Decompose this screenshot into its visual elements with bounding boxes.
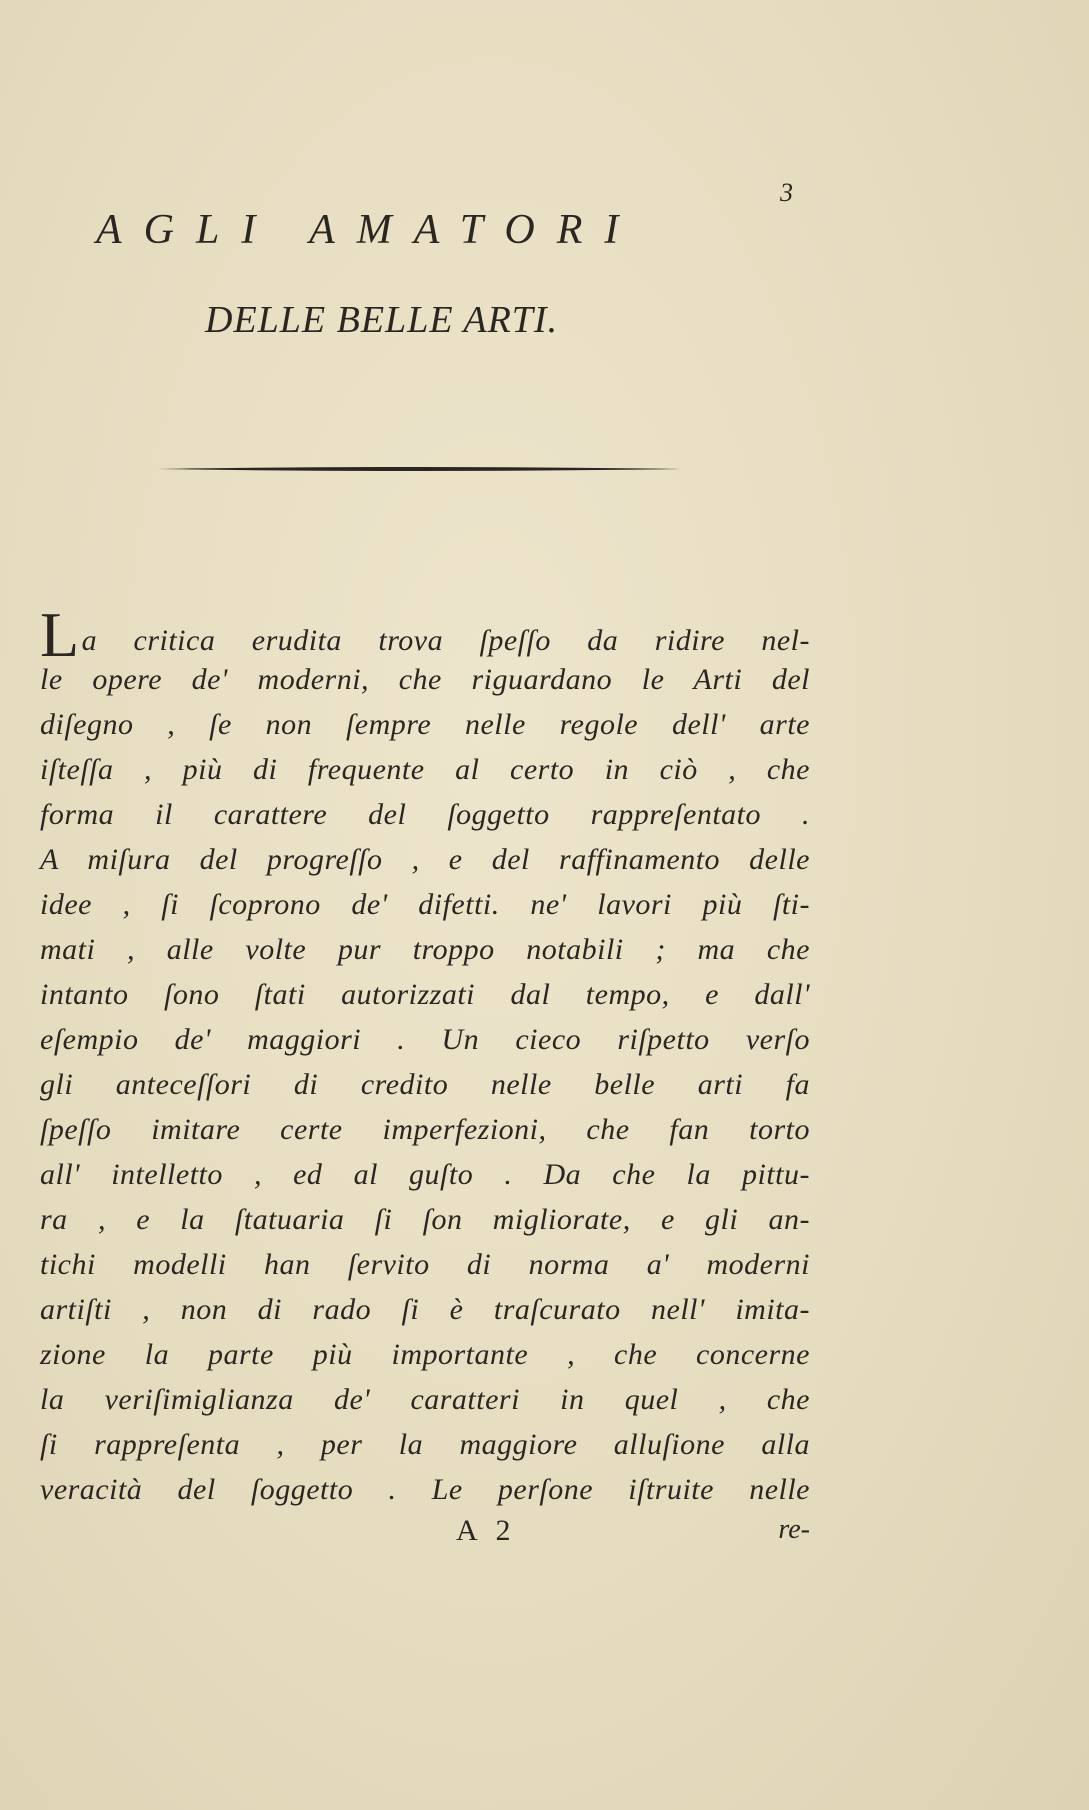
body-line: zione la parte più importante , che concerne: [40, 1338, 810, 1371]
page-subtitle: DELLE BELLE ARTI.: [205, 299, 559, 341]
body-line: idee , ſi ſcoprono de' difetti. ne' lavori più ſti-: [40, 888, 810, 921]
body-line: iſteſſa , più di frequente al certo in ciò , che: [40, 753, 810, 786]
body-line: artiſti , non di rado ſi è traſcurato nell' imita-: [40, 1293, 810, 1326]
body-line: all' intelletto , ed al guſto . Da che la pittu-: [40, 1158, 810, 1191]
catchword: re-: [778, 1514, 810, 1545]
body-line: veracità del ſoggetto . Le perſone iſtruite nelle: [40, 1473, 810, 1506]
page-number: 3: [780, 178, 793, 207]
signature-mark: A 2: [456, 1514, 517, 1547]
body-line: forma il carattere del ſoggetto rappreſentato .: [40, 798, 810, 831]
body-line: la veriſimiglianza de' caratteri in quel , che: [40, 1383, 810, 1416]
body-line: mati , alle volte pur troppo notabili ; ma che: [40, 933, 810, 966]
ornamental-rule: [158, 466, 682, 472]
first-line-text: a critica erudita trova ſpeſſo da ridire nel-: [81, 624, 810, 657]
page-title: AGLI AMATORI: [96, 207, 641, 253]
body-line: tichi modelli han ſervito di norma a' moderni: [40, 1248, 810, 1281]
body-line: le opere de' moderni, che riguardano le Arti del: [40, 663, 810, 696]
page-footer: [40, 1514, 810, 1554]
body-line: ra , e la ſtatuaria ſi ſon migliorate, e gli an-: [40, 1203, 810, 1236]
body-line: diſegno , ſe non ſempre nelle regole dell' arte: [40, 708, 810, 741]
body-line: intanto ſono ſtati autorizzati dal tempo, e dall': [40, 978, 810, 1011]
body-line: eſempio de' maggiori . Un cieco riſpetto verſo: [40, 1023, 810, 1056]
body-line: ſi rappreſenta , per la maggiore alluſione alla: [40, 1428, 810, 1461]
body-line: ſpeſſo imitare certe imperfezioni, che fan torto: [40, 1113, 810, 1146]
body-line: A miſura del progreſſo , e del raffinamento delle: [40, 843, 810, 876]
drop-cap: L: [40, 599, 80, 670]
body-line: [40, 599, 810, 670]
body-line: gli anteceſſori di credito nelle belle arti fa: [40, 1068, 810, 1101]
body-text: [40, 599, 810, 1512]
